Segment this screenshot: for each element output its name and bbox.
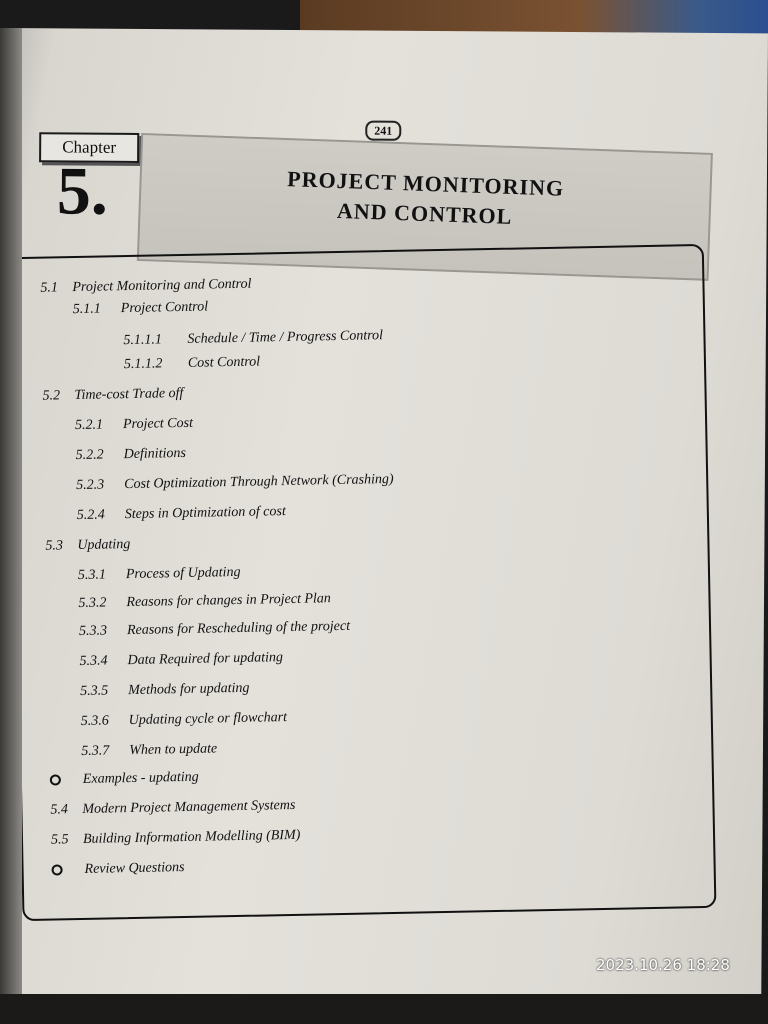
page-number: 241 bbox=[365, 121, 401, 141]
toc-entry bbox=[51, 828, 301, 849]
toc-entry bbox=[77, 504, 286, 524]
toc-number: 5.2.3 bbox=[76, 477, 105, 494]
toc-number: 5.3.3 bbox=[78, 623, 108, 640]
book-spine-shadow bbox=[0, 28, 22, 994]
toc-entry bbox=[75, 416, 193, 434]
toc-text: Updating cycle or flowchart bbox=[128, 710, 288, 729]
toc-number: 5.3.7 bbox=[81, 743, 110, 759]
toc-text: Cost Control bbox=[187, 354, 261, 371]
toc-entry bbox=[45, 537, 130, 555]
toc-text: When to update bbox=[129, 741, 218, 759]
toc-text: Process of Updating bbox=[125, 564, 241, 583]
photo-timestamp: 2023.10.26 18:28 bbox=[596, 956, 730, 974]
toc-entry bbox=[78, 565, 241, 584]
bullet-icon bbox=[50, 775, 61, 786]
toc-number: 5.3 bbox=[45, 538, 64, 554]
toc-bullet-entry bbox=[50, 770, 199, 789]
toc-entry bbox=[40, 277, 251, 297]
toc-entry bbox=[78, 591, 331, 612]
toc-text: Cost Optimization Through Network (Crashing) bbox=[124, 471, 394, 493]
toc-entry bbox=[81, 741, 217, 760]
toc-text: Examples - updating bbox=[82, 769, 199, 787]
toc-number: 5.2.2 bbox=[75, 447, 104, 464]
chapter-number: 5. bbox=[56, 152, 109, 229]
toc-text: Time-cost Trade off bbox=[74, 385, 184, 404]
toc-text: Reasons for Rescheduling of the project bbox=[126, 618, 351, 639]
toc-text: Methods for updating bbox=[128, 680, 250, 699]
toc-text: Modern Project Management Systems bbox=[82, 797, 296, 817]
toc-text: Project Control bbox=[120, 299, 209, 317]
toc-number: 5.3.2 bbox=[78, 595, 107, 612]
table-of-contents bbox=[10, 244, 717, 921]
toc-number: 5.4 bbox=[50, 802, 69, 818]
toc-entry bbox=[79, 619, 350, 640]
toc-number: 5.3.4 bbox=[79, 653, 108, 670]
chapter-title-line2: AND CONTROL bbox=[336, 197, 513, 229]
bottom-shadow bbox=[0, 994, 768, 1024]
toc-number: 5.1.1.2 bbox=[123, 356, 163, 373]
toc-entry bbox=[42, 386, 183, 405]
toc-text: Project Cost bbox=[122, 415, 194, 433]
toc-text: Definitions bbox=[123, 445, 187, 463]
toc-entry bbox=[76, 446, 187, 464]
toc-text: Updating bbox=[77, 537, 131, 554]
toc-bullet-entry bbox=[51, 860, 184, 879]
toc-text: Project Monitoring and Control bbox=[72, 276, 252, 296]
toc-number: 5.2.1 bbox=[74, 417, 104, 434]
chapter-title-line1: PROJECT MONITORING bbox=[286, 166, 565, 201]
bullet-icon bbox=[51, 865, 62, 876]
toc-entry bbox=[81, 710, 288, 730]
toc-entry bbox=[76, 472, 394, 494]
toc-number: 5.3.1 bbox=[77, 567, 107, 584]
toc-text: Reasons for changes in Project Plan bbox=[126, 591, 331, 611]
toc-entry bbox=[79, 650, 283, 670]
toc-number: 5.2.4 bbox=[76, 507, 105, 524]
toc-text: Steps in Optimization of cost bbox=[124, 504, 286, 523]
toc-number: 5.1.1.1 bbox=[123, 332, 163, 349]
toc-number: 5.3.6 bbox=[80, 713, 109, 729]
toc-number: 5.5 bbox=[50, 832, 69, 848]
toc-number: 5.3.5 bbox=[80, 683, 109, 699]
toc-number: 5.1.1 bbox=[72, 301, 101, 318]
toc-text: Review Questions bbox=[84, 860, 185, 877]
toc-entry bbox=[123, 328, 383, 349]
chapter-label: Chapter bbox=[39, 132, 139, 163]
toc-entry bbox=[80, 681, 250, 700]
toc-text: Building Information Modelling (BIM) bbox=[82, 827, 301, 847]
toc-number: 5.1 bbox=[40, 280, 59, 296]
toc-text: Schedule / Time / Progress Control bbox=[187, 328, 384, 347]
toc-entry bbox=[50, 798, 295, 819]
book-page bbox=[0, 28, 768, 999]
toc-entry bbox=[124, 354, 261, 373]
toc-number: 5.2 bbox=[42, 388, 61, 404]
toc-text: Data Required for updating bbox=[127, 650, 284, 669]
toc-entry bbox=[73, 299, 209, 318]
